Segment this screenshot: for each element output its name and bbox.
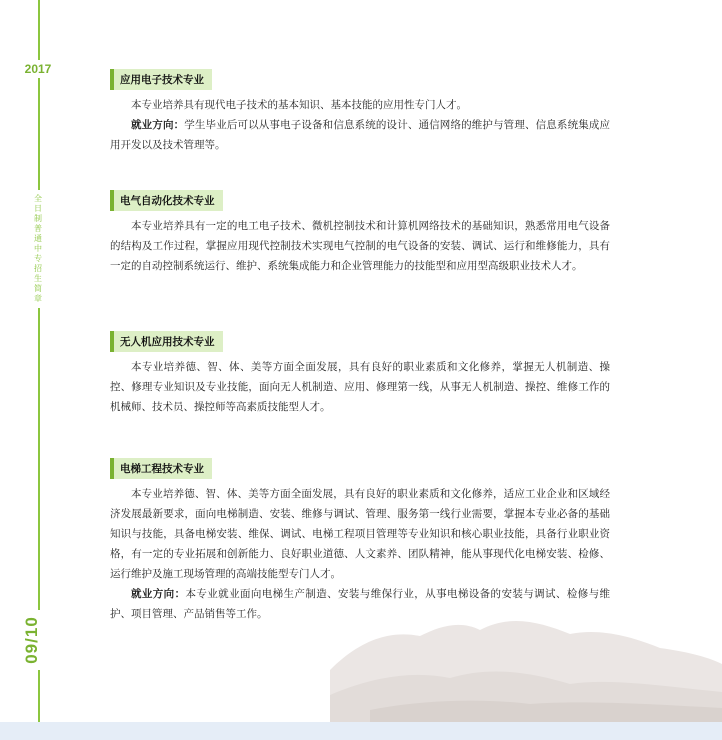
page-number-text: 09/10 [22,616,42,664]
section-heading: 电气自动化技术专业 [110,190,223,211]
section-description: 本专业培养具有现代电子技术的基本知识、基本技能的应用性专门人才。 [131,99,467,111]
section-elevator-engineering [110,457,610,624]
employment-direction [110,115,610,155]
employment-text: 本专业就业面向电梯生产制造、安装与维保行业，从事电梯设备的安装与调试、检修与维护、项目管理、产品销售等工作。 [110,588,611,620]
section-description: 本专业培养具有一定的电工电子技术、微机控制技术和计算机网络技术的基础知识，熟悉常用电气设备的结构及工作过程，掌握应用现代控制技术实现电气控制的电气设备的安装、调试、运行和维修能力，具有一定的自动控制系统运行、维护、系统集成能力和企业管理能力的技能型和应用型高级职业技术人才。 [110,220,610,272]
bottom-strip [0,722,722,740]
section-heading: 应用电子技术专业 [110,69,212,90]
section-description: 本专业培养德、智、体、美等方面全面发展，具有良好的职业素质和文化修养，适应工业企业和区域经济发展最新要求，面向电梯制造、安装、维修与调试、管理、服务第一线行业需要，掌握本专业必备的基础知识与技能，具备电梯安装、维保、调试、电梯工程项目管理等专业知识和核心职业技能，具备行业职业资格，有一定的专业拓展和创新能力、良好职业道德、人文素养、团队精神，能从事现代化电梯安装、检修、运行维护及施工现场管理的高端技能型专门人才。 [110,488,610,580]
year-label: 2017 [22,60,54,78]
vertical-brochure-title: 全日制普通中专招生简章 [31,190,45,308]
section-electrical-automation [110,189,610,276]
section-description: 本专业培养德、智、体、美等方面全面发展，具有良好的职业素质和文化修养，掌握无人机制造、操控、修理专业知识及专业技能，面向无人机制造、应用、修理第一线，从事无人机制造、操控、维修工作的机械师、技术员、操控师等高素质技能型人才。 [110,361,610,413]
section-applied-electronics [110,68,610,155]
employment-label: 就业方向： [131,588,186,600]
page-number [14,610,50,670]
employment-text: 学生毕业后可以从事电子设备和信息系统的设计、通信网络的维护与管理、信息系统集成应用开发以及技术管理等。 [110,119,611,151]
employment-label: 就业方向： [131,119,185,131]
employment-direction [110,584,610,624]
section-drone-application [110,330,610,417]
section-heading: 无人机应用技术专业 [110,331,223,352]
section-heading: 电梯工程技术专业 [110,458,212,479]
